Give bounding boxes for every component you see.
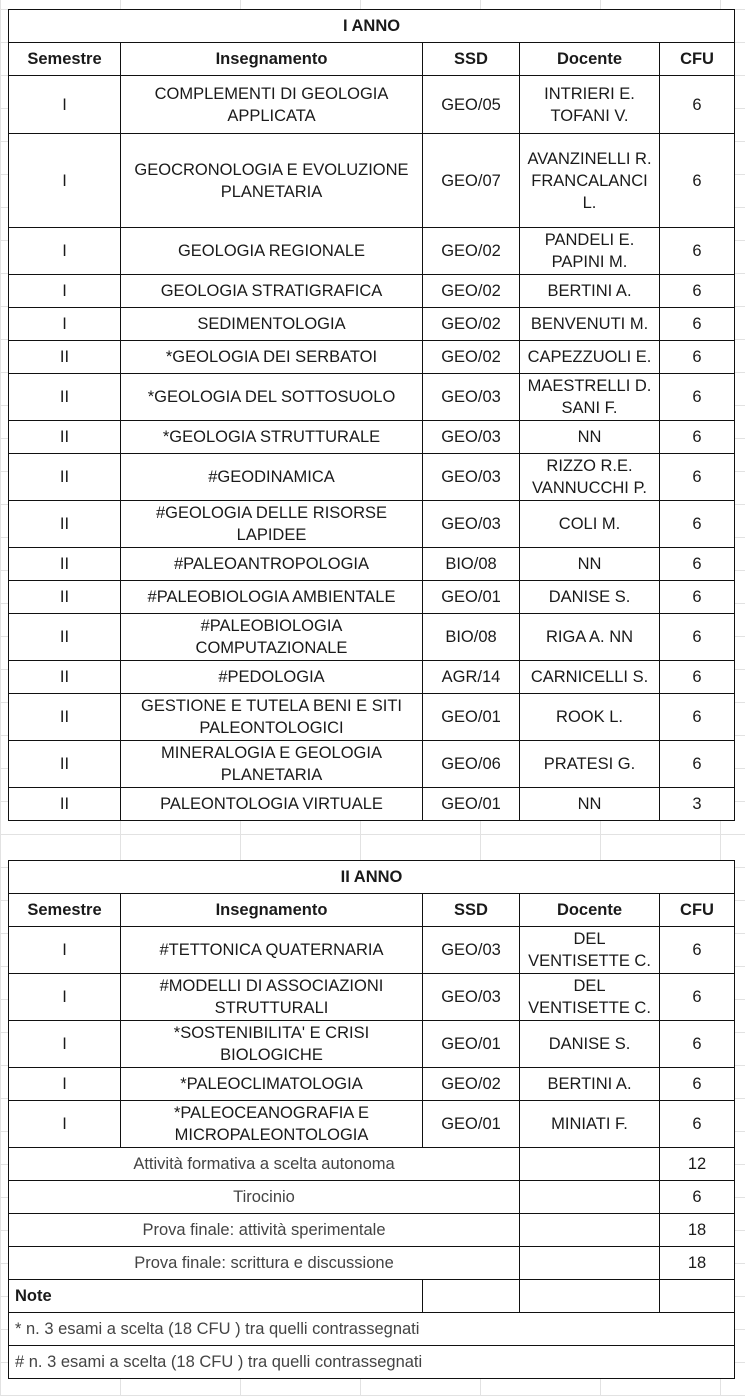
notes-title[interactable]: Note <box>9 1280 423 1313</box>
cfu-cell[interactable]: 6 <box>660 741 735 788</box>
course-cell[interactable]: #GEODINAMICA <box>121 454 423 501</box>
first-year-title[interactable]: I ANNO <box>9 10 735 43</box>
cfu-cell[interactable]: 6 <box>660 341 735 374</box>
column-header-docente[interactable]: Docente <box>520 43 660 76</box>
cfu-cell[interactable]: 3 <box>660 788 735 821</box>
table-row <box>9 228 735 275</box>
semester-cell[interactable]: I <box>9 927 121 974</box>
teacher-cell[interactable]: RIGA A. NN <box>520 614 660 661</box>
ssd-cell[interactable]: GEO/03 <box>423 501 520 548</box>
second-year-header-row <box>9 894 735 927</box>
semester-cell[interactable]: I <box>9 1101 121 1148</box>
cfu-cell[interactable]: 6 <box>660 974 735 1021</box>
course-cell[interactable]: GEOLOGIA STRATIGRAFICA <box>121 275 423 308</box>
empty-cell[interactable] <box>520 1280 660 1313</box>
table-row <box>9 134 735 228</box>
activity-row <box>9 1214 735 1247</box>
table-row <box>9 974 735 1021</box>
course-cell[interactable]: *PALEOCLIMATOLOGIA <box>121 1068 423 1101</box>
empty-cell[interactable] <box>660 1346 735 1379</box>
ssd-cell[interactable]: GEO/01 <box>423 581 520 614</box>
activity-row <box>9 1148 735 1181</box>
empty-cell[interactable] <box>520 1181 660 1214</box>
table-row <box>9 694 735 741</box>
cfu-cell[interactable]: 6 <box>660 661 735 694</box>
cfu-cell[interactable]: 6 <box>660 1101 735 1148</box>
note-row <box>9 1346 735 1379</box>
course-cell[interactable]: #PALEOBIOLOGIA AMBIENTALE <box>121 581 423 614</box>
cfu-cell[interactable]: 6 <box>660 614 735 661</box>
table-row <box>9 454 735 501</box>
ssd-cell[interactable]: GEO/02 <box>423 1068 520 1101</box>
ssd-cell[interactable]: GEO/01 <box>423 1101 520 1148</box>
semester-cell[interactable]: I <box>9 1021 121 1068</box>
cfu-cell[interactable]: 6 <box>660 421 735 454</box>
cfu-cell[interactable]: 6 <box>660 374 735 421</box>
ssd-cell[interactable]: GEO/03 <box>423 374 520 421</box>
course-cell[interactable]: GEOLOGIA REGIONALE <box>121 228 423 275</box>
table-row <box>9 341 735 374</box>
course-cell[interactable]: GESTIONE E TUTELA BENI E SITI PALEONTOLOGICI <box>121 694 423 741</box>
teacher-cell[interactable]: ROOK L. <box>520 694 660 741</box>
activity-label[interactable]: Tirocinio <box>9 1181 520 1214</box>
cfu-cell[interactable]: 6 <box>660 548 735 581</box>
cfu-cell[interactable]: 6 <box>660 1181 735 1214</box>
table-row <box>9 741 735 788</box>
course-cell[interactable]: #PEDOLOGIA <box>121 661 423 694</box>
table-row <box>9 614 735 661</box>
semester-cell[interactable]: II <box>9 614 121 661</box>
semester-cell[interactable]: II <box>9 788 121 821</box>
table-row <box>9 374 735 421</box>
course-cell[interactable]: GEOCRONOLOGIA E EVOLUZIONE PLANETARIA <box>121 134 423 228</box>
course-cell[interactable]: *GEOLOGIA DEI SERBATOI <box>121 341 423 374</box>
semester-cell[interactable]: II <box>9 501 121 548</box>
cfu-cell[interactable]: 6 <box>660 1068 735 1101</box>
cfu-cell[interactable]: 18 <box>660 1247 735 1280</box>
teacher-cell[interactable]: INTRIERI E. TOFANI V. <box>520 76 660 134</box>
empty-cell[interactable] <box>520 1148 660 1181</box>
semester-cell[interactable]: II <box>9 341 121 374</box>
semester-cell[interactable]: I <box>9 1068 121 1101</box>
cfu-cell[interactable]: 6 <box>660 228 735 275</box>
semester-cell[interactable]: II <box>9 548 121 581</box>
second-year-title[interactable]: II ANNO <box>9 861 735 894</box>
column-header-ssd[interactable]: SSD <box>423 894 520 927</box>
column-header-docente[interactable]: Docente <box>520 894 660 927</box>
table-row <box>9 501 735 548</box>
semester-cell[interactable]: II <box>9 454 121 501</box>
teacher-cell[interactable]: DANISE S. <box>520 1021 660 1068</box>
course-cell[interactable]: SEDIMENTOLOGIA <box>121 308 423 341</box>
course-cell[interactable]: *PALEOCEANOGRAFIA E MICROPALEONTOLOGIA <box>121 1101 423 1148</box>
cfu-cell[interactable]: 6 <box>660 454 735 501</box>
teacher-cell[interactable]: DEL VENTISETTE C. <box>520 927 660 974</box>
table-row <box>9 927 735 974</box>
course-cell[interactable]: MINERALOGIA E GEOLOGIA PLANETARIA <box>121 741 423 788</box>
table-row <box>9 788 735 821</box>
table-row <box>9 581 735 614</box>
course-cell[interactable]: #MODELLI DI ASSOCIAZIONI STRUTTURALI <box>121 974 423 1021</box>
column-header-insegnamento[interactable]: Insegnamento <box>121 894 423 927</box>
cfu-cell[interactable]: 6 <box>660 581 735 614</box>
column-header-cfu[interactable]: CFU <box>660 894 735 927</box>
semester-cell[interactable]: II <box>9 421 121 454</box>
first-year-table <box>8 9 735 821</box>
empty-cell[interactable] <box>520 1247 660 1280</box>
ssd-cell[interactable]: GEO/02 <box>423 341 520 374</box>
ssd-cell[interactable]: GEO/01 <box>423 788 520 821</box>
course-cell[interactable]: #PALEOBIOLOGIA COMPUTAZIONALE <box>121 614 423 661</box>
cfu-cell[interactable]: 6 <box>660 76 735 134</box>
empty-cell[interactable] <box>660 1280 735 1313</box>
table-row <box>9 1101 735 1148</box>
semester-cell[interactable]: I <box>9 228 121 275</box>
table-row <box>9 1021 735 1068</box>
course-cell[interactable]: COMPLEMENTI DI GEOLOGIA APPLICATA <box>121 76 423 134</box>
ssd-cell[interactable]: GEO/01 <box>423 1021 520 1068</box>
teacher-cell[interactable]: DEL VENTISETTE C. <box>520 974 660 1021</box>
empty-cell[interactable] <box>423 1280 520 1313</box>
cfu-cell[interactable]: 6 <box>660 308 735 341</box>
teacher-cell[interactable]: NN <box>520 548 660 581</box>
course-cell[interactable]: *GEOLOGIA STRUTTURALE <box>121 421 423 454</box>
teacher-cell[interactable]: MINIATI F. <box>520 1101 660 1148</box>
table-row <box>9 421 735 454</box>
empty-cell[interactable] <box>660 1313 735 1346</box>
teacher-cell[interactable]: BERTINI A. <box>520 1068 660 1101</box>
ssd-cell[interactable]: GEO/02 <box>423 275 520 308</box>
semester-cell[interactable]: II <box>9 694 121 741</box>
ssd-cell[interactable]: GEO/06 <box>423 741 520 788</box>
semester-cell[interactable]: I <box>9 76 121 134</box>
empty-cell[interactable] <box>520 1214 660 1247</box>
teacher-cell[interactable]: NN <box>520 421 660 454</box>
teacher-cell[interactable]: CAPEZZUOLI E. <box>520 341 660 374</box>
course-cell[interactable]: PALEONTOLOGIA VIRTUALE <box>121 788 423 821</box>
teacher-cell[interactable]: PRATESI G. <box>520 741 660 788</box>
teacher-cell[interactable]: COLI M. <box>520 501 660 548</box>
semester-cell[interactable]: II <box>9 581 121 614</box>
cfu-cell[interactable]: 6 <box>660 694 735 741</box>
teacher-cell[interactable]: CARNICELLI S. <box>520 661 660 694</box>
activity-row <box>9 1247 735 1280</box>
activity-label[interactable]: Prova finale: attività sperimentale <box>9 1214 520 1247</box>
course-cell[interactable]: #GEOLOGIA DELLE RISORSE LAPIDEE <box>121 501 423 548</box>
ssd-cell[interactable]: GEO/03 <box>423 454 520 501</box>
note-text[interactable]: # n. 3 esami a scelta (18 CFU ) tra quelli contrassegnati <box>9 1346 660 1379</box>
column-header-semestre[interactable]: Semestre <box>9 894 121 927</box>
activity-label[interactable]: Attività formativa a scelta autonoma <box>9 1148 520 1181</box>
note-text[interactable]: * n. 3 esami a scelta (18 CFU ) tra quelli contrassegnati <box>9 1313 660 1346</box>
ssd-cell[interactable]: BIO/08 <box>423 548 520 581</box>
ssd-cell[interactable]: GEO/01 <box>423 694 520 741</box>
teacher-cell[interactable]: BERTINI A. <box>520 275 660 308</box>
semester-cell[interactable]: II <box>9 374 121 421</box>
second-year-table <box>8 860 735 1379</box>
activity-label[interactable]: Prova finale: scrittura e discussione <box>9 1247 520 1280</box>
table-row <box>9 548 735 581</box>
course-cell[interactable]: #PALEOANTROPOLOGIA <box>121 548 423 581</box>
first-year-header-row <box>9 43 735 76</box>
activity-row <box>9 1181 735 1214</box>
cfu-cell[interactable]: 12 <box>660 1148 735 1181</box>
teacher-cell[interactable]: DANISE S. <box>520 581 660 614</box>
ssd-cell[interactable]: GEO/03 <box>423 421 520 454</box>
cfu-cell[interactable]: 6 <box>660 275 735 308</box>
cfu-cell[interactable]: 6 <box>660 501 735 548</box>
course-cell[interactable]: *SOSTENIBILITA' E CRISI BIOLOGICHE <box>121 1021 423 1068</box>
table-row <box>9 661 735 694</box>
teacher-cell[interactable]: PANDELI E. PAPINI M. <box>520 228 660 275</box>
semester-cell[interactable]: I <box>9 275 121 308</box>
column-header-cfu[interactable]: CFU <box>660 43 735 76</box>
course-cell[interactable]: #TETTONICA QUATERNARIA <box>121 927 423 974</box>
ssd-cell[interactable]: BIO/08 <box>423 614 520 661</box>
teacher-cell[interactable]: RIZZO R.E. VANNUCCHI P. <box>520 454 660 501</box>
column-header-insegnamento[interactable]: Insegnamento <box>121 43 423 76</box>
course-cell[interactable]: *GEOLOGIA DEL SOTTOSUOLO <box>121 374 423 421</box>
cfu-cell[interactable]: 6 <box>660 134 735 228</box>
cfu-cell[interactable]: 18 <box>660 1214 735 1247</box>
semester-cell[interactable]: I <box>9 308 121 341</box>
teacher-cell[interactable]: AVANZINELLI R. FRANCALANCI L. <box>520 134 660 228</box>
teacher-cell[interactable]: MAESTRELLI D. SANI F. <box>520 374 660 421</box>
cfu-cell[interactable]: 6 <box>660 927 735 974</box>
table-row <box>9 76 735 134</box>
teacher-cell[interactable]: NN <box>520 788 660 821</box>
ssd-cell[interactable]: GEO/02 <box>423 308 520 341</box>
cfu-cell[interactable]: 6 <box>660 1021 735 1068</box>
ssd-cell[interactable]: GEO/03 <box>423 974 520 1021</box>
ssd-cell[interactable]: GEO/02 <box>423 228 520 275</box>
notes-header-row <box>9 1280 735 1313</box>
note-row <box>9 1313 735 1346</box>
teacher-cell[interactable]: BENVENUTI M. <box>520 308 660 341</box>
semester-cell[interactable]: II <box>9 741 121 788</box>
column-header-ssd[interactable]: SSD <box>423 43 520 76</box>
ssd-cell[interactable]: AGR/14 <box>423 661 520 694</box>
ssd-cell[interactable]: GEO/03 <box>423 927 520 974</box>
semester-cell[interactable]: I <box>9 974 121 1021</box>
semester-cell[interactable]: I <box>9 134 121 228</box>
column-header-semestre[interactable]: Semestre <box>9 43 121 76</box>
table-row <box>9 1068 735 1101</box>
ssd-cell[interactable]: GEO/07 <box>423 134 520 228</box>
table-row <box>9 275 735 308</box>
table-row <box>9 308 735 341</box>
ssd-cell[interactable]: GEO/05 <box>423 76 520 134</box>
semester-cell[interactable]: II <box>9 661 121 694</box>
